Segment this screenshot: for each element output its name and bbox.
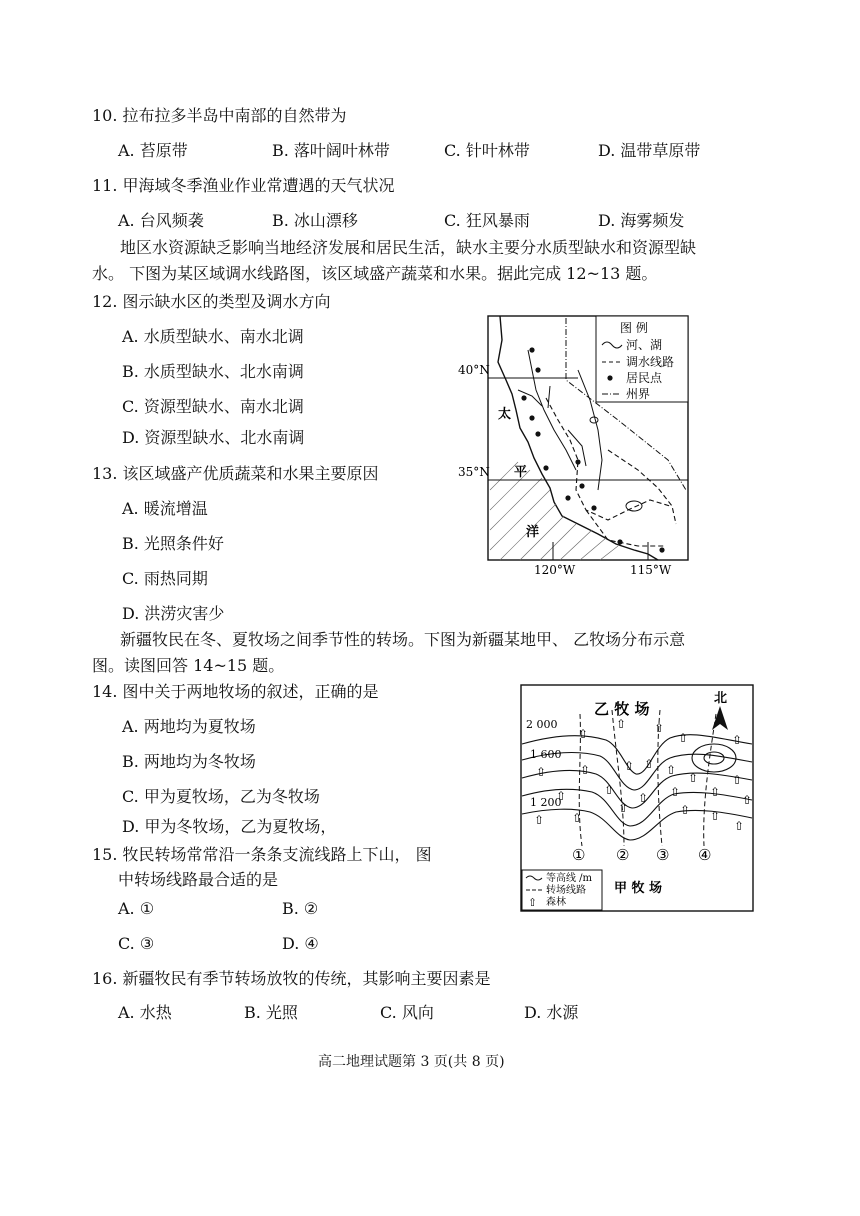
map1-legend-settlement: 居民点 bbox=[626, 371, 663, 385]
intro2-line2: 图。读图回答 14~15 题。 bbox=[92, 656, 285, 675]
q11-option-b: B. 冰山漂移 bbox=[272, 211, 358, 230]
q14-stem: 14. 图中关于两地牧场的叙述，正确的是 bbox=[92, 682, 379, 701]
q16-option-c: C. 风向 bbox=[380, 1003, 434, 1022]
q16-option-b: B. 光照 bbox=[244, 1003, 298, 1022]
svg-text:⇧: ⇧ bbox=[580, 763, 591, 777]
q13-stem: 13. 该区域盛产优质蔬菜和水果主要原因 bbox=[92, 464, 379, 483]
svg-text:⇧: ⇧ bbox=[678, 731, 689, 745]
q13-option-a: A. 暖流增温 bbox=[122, 499, 208, 518]
map2-north-label: 北 bbox=[714, 691, 728, 706]
svg-text:⇧: ⇧ bbox=[534, 813, 545, 827]
q15-option-a: A. ① bbox=[118, 899, 155, 918]
map1-legend-title: 图 例 bbox=[620, 321, 648, 335]
q15-option-d: D. ④ bbox=[282, 934, 319, 953]
svg-text:⇧: ⇧ bbox=[638, 791, 649, 805]
q15-option-c: C. ③ bbox=[118, 934, 155, 953]
svg-text:⇧: ⇧ bbox=[556, 789, 567, 803]
map2-route-2: ② bbox=[616, 846, 630, 864]
q16-option-d: D. 水源 bbox=[524, 1003, 579, 1022]
q14-option-a: A. 两地均为夏牧场 bbox=[122, 717, 256, 736]
q14-option-b: B. 两地均为冬牧场 bbox=[122, 752, 256, 771]
q12-option-c: C. 资源型缺水、南水北调 bbox=[122, 397, 304, 416]
q12-option-b: B. 水质型缺水、北水南调 bbox=[122, 362, 304, 381]
map2-pasture-yi: 乙 牧 场 bbox=[594, 700, 650, 718]
svg-text:⇧: ⇧ bbox=[644, 757, 655, 771]
svg-text:⇧: ⇧ bbox=[578, 727, 589, 741]
q10-stem: 10. 拉布拉多半岛中南部的自然带为 bbox=[92, 106, 347, 125]
intro1-line1: 地区水资源缺乏影响当地经济发展和居民生活，缺水主要分水质型缺水和资源型缺 bbox=[120, 238, 697, 257]
svg-text:⇧: ⇧ bbox=[572, 811, 583, 825]
svg-text:⇧: ⇧ bbox=[616, 717, 627, 731]
q14-option-d: D. 甲为冬牧场，乙为夏牧场， bbox=[122, 817, 337, 836]
svg-text:⇧: ⇧ bbox=[732, 733, 743, 747]
q15-stem-line1: 15. 牧民转场常常沿一条条支流线路上下山， 图 bbox=[92, 845, 432, 864]
map1-ocean-char-3: 洋 bbox=[526, 525, 540, 540]
map2-route-4: ④ bbox=[698, 846, 712, 864]
q11-stem: 11. 甲海域冬季渔业作业常遭遇的天气状况 bbox=[92, 176, 395, 195]
svg-text:⇧: ⇧ bbox=[536, 765, 547, 779]
svg-text:⇧: ⇧ bbox=[710, 809, 721, 823]
q10-option-b: B. 落叶阔叶林带 bbox=[272, 141, 390, 160]
q16-stem: 16. 新疆牧民有季节转场放牧的传统，其影响主要因素是 bbox=[92, 969, 491, 988]
map1-ocean-char-2: 平 bbox=[514, 465, 528, 480]
svg-text:⇧: ⇧ bbox=[710, 785, 721, 799]
map2-legend-route: 转场线路 bbox=[546, 885, 586, 896]
svg-text:⇧: ⇧ bbox=[618, 801, 629, 815]
svg-text:⇧: ⇧ bbox=[666, 763, 677, 777]
map1-lon-115: 115°W bbox=[630, 563, 672, 577]
map1-legend-river: 河、湖 bbox=[626, 338, 663, 352]
water-transfer-map bbox=[458, 310, 698, 578]
q14-option-c: C. 甲为夏牧场，乙为冬牧场 bbox=[122, 787, 320, 806]
map2-contour-1200: 1 200 bbox=[530, 796, 562, 809]
map2-contour-2000: 2 000 bbox=[526, 718, 558, 731]
map2-route-3: ③ bbox=[656, 846, 670, 864]
map1-lon-120: 120°W bbox=[534, 563, 576, 577]
svg-text:⇧: ⇧ bbox=[680, 803, 691, 817]
svg-text:⇧: ⇧ bbox=[688, 771, 699, 785]
svg-text:⇧: ⇧ bbox=[742, 793, 753, 807]
q13-option-d: D. 洪涝灾害少 bbox=[122, 604, 225, 623]
q12-stem: 12. 图示缺水区的类型及调水方向 bbox=[92, 292, 331, 311]
pasture-map bbox=[520, 684, 756, 914]
q16-option-a: A. 水热 bbox=[118, 1003, 172, 1022]
q10-option-c: C. 针叶林带 bbox=[444, 141, 530, 160]
q10-option-d: D. 温带草原带 bbox=[598, 141, 701, 160]
map1-legend-route: 调水线路 bbox=[626, 355, 675, 369]
svg-text:⇧: ⇧ bbox=[654, 721, 665, 735]
map2-contour-1600: 1 600 bbox=[530, 748, 562, 761]
map2-route-1: ① bbox=[572, 846, 586, 864]
page-footer: 高二地理试题第 3 页(共 8 页) bbox=[318, 1054, 505, 1070]
map1-lat-35: 35°N bbox=[458, 465, 490, 479]
svg-text:⇧: ⇧ bbox=[624, 759, 635, 773]
intro2-line1: 新疆牧民在冬、夏牧场之间季节性的转场。下图为新疆某地甲、 乙牧场分布示意 bbox=[120, 630, 686, 649]
q13-option-c: C. 雨热同期 bbox=[122, 569, 208, 588]
q15-option-b: B. ② bbox=[282, 899, 319, 918]
q11-option-d: D. 海雾频发 bbox=[598, 211, 685, 230]
map1-legend-boundary: 州界 bbox=[626, 387, 651, 401]
intro1-line2: 水。 下图为某区域调水线路图，该区域盛产蔬菜和水果。据此完成 12~13 题。 bbox=[92, 264, 658, 283]
map2-legend-contour: 等高线 /m bbox=[546, 873, 593, 884]
map2-pasture-jia: 甲 牧 场 bbox=[614, 881, 663, 896]
q11-option-c: C. 狂风暴雨 bbox=[444, 211, 530, 230]
svg-text:⇧: ⇧ bbox=[734, 819, 745, 833]
q15-stem-line2: 中转场线路最合适的是 bbox=[118, 870, 279, 889]
q10-option-a: A. 苔原带 bbox=[118, 141, 188, 160]
q13-option-b: B. 光照条件好 bbox=[122, 534, 224, 553]
q11-option-a: A. 台风频袭 bbox=[118, 211, 204, 230]
q12-option-d: D. 资源型缺水、北水南调 bbox=[122, 428, 305, 447]
map2-legend-forest: 森林 bbox=[546, 897, 566, 908]
svg-text:⇧: ⇧ bbox=[670, 785, 681, 799]
svg-text:⇧: ⇧ bbox=[528, 896, 538, 909]
svg-text:⇧: ⇧ bbox=[732, 773, 743, 787]
map1-ocean-char-1: 太 bbox=[498, 407, 512, 422]
svg-text:⇧: ⇧ bbox=[604, 783, 615, 797]
q12-option-a: A. 水质型缺水、南水北调 bbox=[122, 327, 304, 346]
map1-lat-40: 40°N bbox=[458, 363, 490, 377]
